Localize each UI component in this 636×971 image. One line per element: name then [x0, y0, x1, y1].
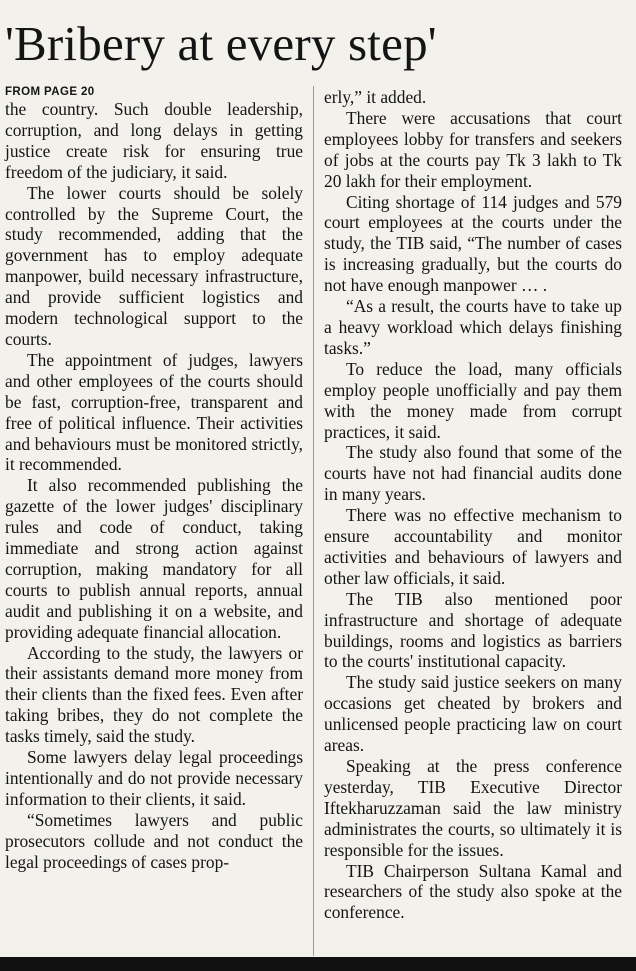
- article-column-right: [324, 87, 622, 923]
- paragraph: The study said justice seekers on many occasions get cheated by brokers and unlicensed people practicing law on court areas.: [324, 672, 622, 756]
- paragraph: Citing shortage of 114 judges and 579 court employees at the courts under the study, the TIB said, “The number of cases is increasing gradually, but the courts do not have enough manpower … .: [324, 191, 622, 296]
- paragraph: “As a result, the courts have to take up a heavy workload which delays finishing tasks.”: [324, 296, 622, 358]
- paragraph: Speaking at the press conference yesterday, TIB Executive Director Iftekharuzzaman said the law ministry administrates the courts, so ultimately it is responsible for the issues.: [324, 756, 622, 860]
- paragraph: erly,” it added.: [324, 87, 427, 107]
- paragraph: According to the study, the lawyers or their assistants demand more money from their clients than the fixed fees. Even after taking bribes, they do not complete the tasks timely, said the study.: [5, 642, 303, 747]
- article-column-left: [5, 85, 303, 873]
- paragraph: Some lawyers delay legal proceedings intentionally and do not provide necessary information to their clients, it said.: [5, 747, 303, 809]
- paragraph: TIB Chairperson Sultana Kamal and researchers of the study also spoke at the conference.: [324, 860, 622, 923]
- jump-label: FROM PAGE 20: [5, 86, 95, 98]
- paragraph: “Sometimes lawyers and public prosecutors collude and not conduct the legal proceedings of cases prop-: [5, 809, 303, 872]
- paragraph: The appointment of judges, lawyers and other employees of the courts should be fast, corruption-free, transparent and free of political influence. Their activities and behaviours must be monitored strictly, it recommended.: [5, 349, 303, 475]
- paragraph: To reduce the load, many officials employ people unofficially and pay them with the money made from corrupt practices, it said.: [324, 358, 622, 442]
- paragraph: The study also found that some of the courts have not had financial audits done in many years.: [324, 442, 622, 505]
- paragraph: There was no effective mechanism to ensure accountability and monitor activities and behaviours of lawyers and other law officials, it said.: [324, 505, 622, 588]
- paragraph: The TIB also mentioned poor infrastructure and shortage of adequate buildings, rooms and logistics as barriers to the courts' institutional capacity.: [324, 588, 622, 672]
- paragraph: It also recommended publishing the gazette of the lower judges' disciplinary rules and code of conduct, taking immediate and strong action against corruption, making mandatory for all courts to publish annual reports, annual audit and publishing it on a website, and providing adequate financial allocation.: [5, 475, 303, 642]
- paragraph: The lower courts should be solely controlled by the Supreme Court, the study recommended, adding that the government has to employ adequate manpower, build necessary infrastructure, and provide sufficient logistics and modern technological support to the courts.: [5, 182, 303, 349]
- paragraph: the country. Such double leadership, corruption, and long delays in getting justice create risk for ensuring true freedom of the judiciary, it said.: [5, 99, 303, 182]
- scan-bottom-edge: [0, 957, 636, 971]
- column-divider: [313, 86, 314, 956]
- paragraph: There were accusations that court employees lobby for transfers and seekers of jobs at the courts pay Tk 3 lakh to Tk 20 lakh for their employment.: [324, 107, 622, 191]
- headline: 'Bribery at every step': [5, 16, 437, 71]
